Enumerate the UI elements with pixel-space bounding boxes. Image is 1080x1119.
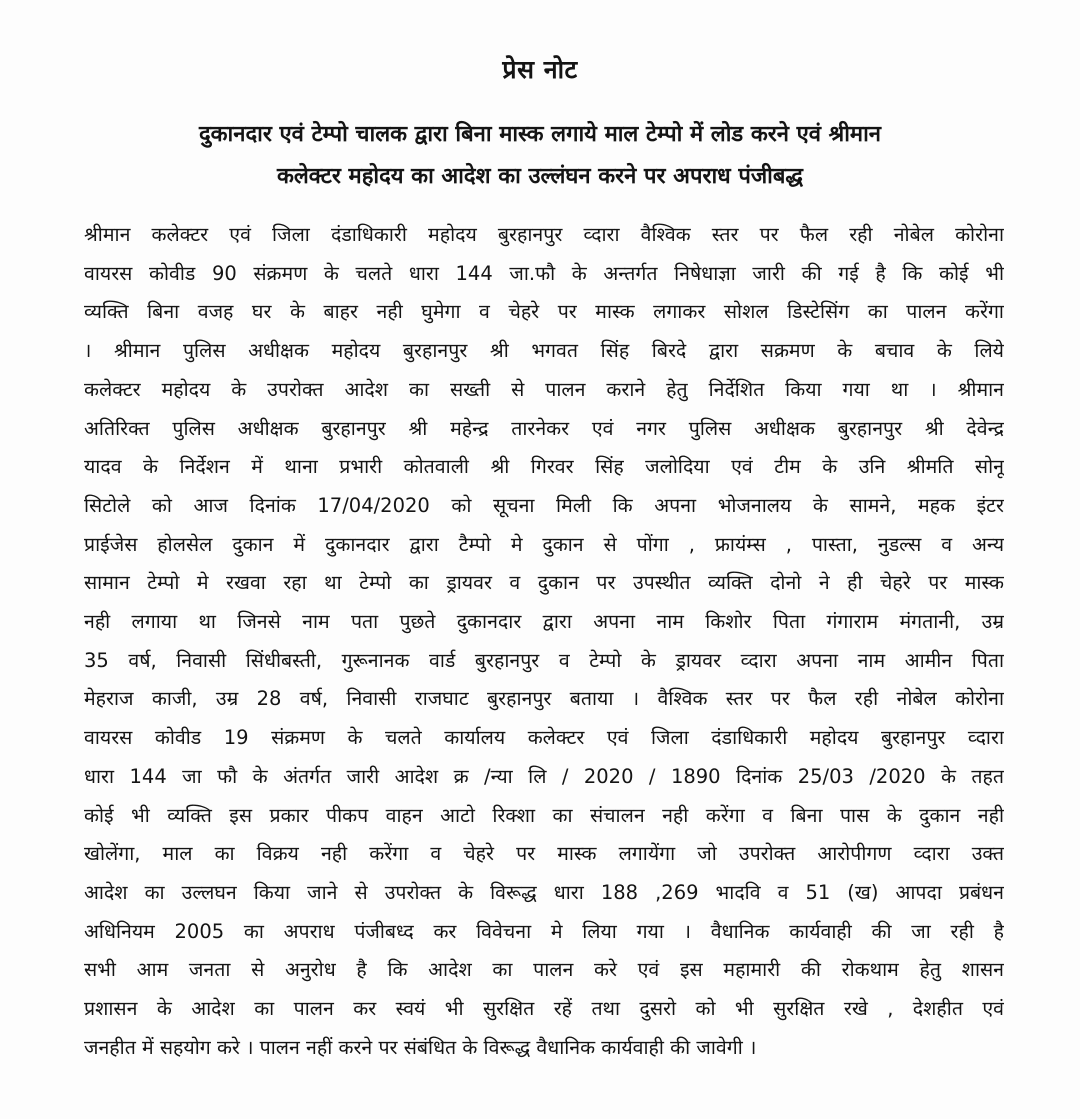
body-line: वायरस कोवीड 90 संक्रमण के चलते धारा 144 जा.फौ के अन्तर्गत निषेधाज्ञा जारी की गई है कि कोई भी bbox=[84, 261, 1004, 285]
body-line: कलेक्टर महोदय के उपरोक्त आदेश का सख्ती से पालन कराने हेतु निर्देशित किया गया था । श्रीमान bbox=[84, 377, 1004, 401]
body-line: अतिरिक्त पुलिस अधीक्षक बुरहानपुर श्री महेन्द्र तारनेकर एवं नगर पुलिस अधीक्षक बुरहानपुर श्री देवेन्द्र bbox=[84, 416, 1004, 440]
body-line: व्यक्ति बिना वजह घर के बाहर नही घुमेगा व चेहरे पर मास्क लगाकर सोशल डिस्टेसिंग का पालन करेंगा bbox=[84, 300, 1004, 324]
body-line: नही लगाया था जिनसे नाम पता पुछते दुकानदार द्वारा अपना नाम किशोर पिता गंगाराम मंगतानी, उम्र bbox=[84, 610, 1004, 633]
body-line: सामान टेम्पो मे रखवा रहा था टेम्पो का ड्रायवर व दुकान पर उपस्थीत व्यक्ति दोनो ने ही चेहरे पर मास्क bbox=[84, 571, 1004, 595]
body-line: । श्रीमान पुलिस अधीक्षक महोदय बुरहानपुर श्री भगवत सिंह बिरदे द्वारा सक्रमण के बचाव के लिये bbox=[84, 339, 1004, 363]
body-line: खोलेंगा, माल का विक्रय नही करेंगा व चेहरे पर मास्क लगायेंगा जो उपरोक्त आरोपीगण व्दारा उक्त bbox=[84, 842, 1004, 866]
body-line: यादव के निर्देशन में थाना प्रभारी कोतवाली श्री गिरवर सिंह जलोदिया एवं टीम के उनि श्रीमति सोनू bbox=[84, 455, 1004, 479]
body-line: अधिनियम 2005 का अपराध पंजीबध्द कर विवेचना मे लिया गया । वैधानिक कार्यवाही की जा रही है bbox=[84, 919, 1004, 943]
body-line: आदेश का उल्लघन किया जाने से उपरोक्त के विरूद्ध धारा 188 ,269 भादवि व 51 (ख) आपदा प्रबंधन bbox=[84, 880, 1004, 904]
body-line: सभी आम जनता से अनुरोध है कि आदेश का पालन करे एवं इस महामारी की रोकथाम हेतु शासन bbox=[84, 958, 1004, 982]
body-line: कोई भी व्यक्ति इस प्रकार पीकप वाहन आटो रिक्शा का संचालन नही करेंगा व बिना पास के दुकान नही bbox=[84, 803, 1004, 827]
body-line: वायरस कोवीड 19 संक्रमण के चलते कार्यालय कलेक्टर एवं जिला दंडाधिकारी महोदय बुरहानपुर व्दारा bbox=[84, 726, 1004, 750]
body-line: श्रीमान कलेक्टर एवं जिला दंडाधिकारी महोदय बुरहानपुर व्दारा वैश्विक स्तर पर फैल रही नोबेल कोरोना bbox=[84, 223, 1004, 246]
headline-line-2: कलेक्टर महोदय का आदेश का उल्लंघन करने पर अपराध पंजीबद्ध bbox=[276, 164, 803, 189]
document-title: प्रेस नोट bbox=[502, 55, 578, 84]
headline-line-1: दुकानदार एवं टेम्पो चालक द्वारा बिना मास्क लगाये माल टेम्पो में लोड करने एवं श्रीमान bbox=[198, 122, 881, 147]
body-line: धारा 144 जा फौ के अंतर्गत जारी आदेश क्र /न्या लि / 2020 / 1890 दिनांक 25/03 /2020 के तहत bbox=[84, 764, 1004, 788]
body-line: मेहराज काजी, उम्र 28 वर्ष, निवासी राजघाट बुरहानपुर बताया । वैश्विक स्तर पर फैल रही नोबेल कोरोना bbox=[84, 687, 1004, 711]
body-line: 35 वर्ष, निवासी सिंधीबस्ती, गुरूनानक वार्ड बुरहानपुर व टेम्पो के ड्रायवर व्दारा अपना नाम आमीन पिता bbox=[84, 648, 1004, 672]
body-line: जनहीत में सहयोग करे । पालन नहीं करने पर संबंधित के विरूद्ध वैधानिक कार्यवाही की जावेगी । bbox=[84, 1035, 757, 1059]
body-line: प्राईजेस होलसेल दुकान में दुकानदार द्वारा टैम्पो मे दुकान से पोंगा , फ्रायंम्स , पास्ता, नुडल्स व अन्य bbox=[84, 532, 1004, 556]
body-line: सिटोले को आज दिनांक 17/04/2020 को सूचना मिली कि अपना भोजनालय के सामने, महक इंटर bbox=[84, 493, 1004, 517]
body-line: प्रशासन के आदेश का पालन कर स्वयं भी सुरक्षित रहें तथा दुसरो को भी सुरक्षित रखे , देशहीत एवं bbox=[84, 997, 1004, 1020]
